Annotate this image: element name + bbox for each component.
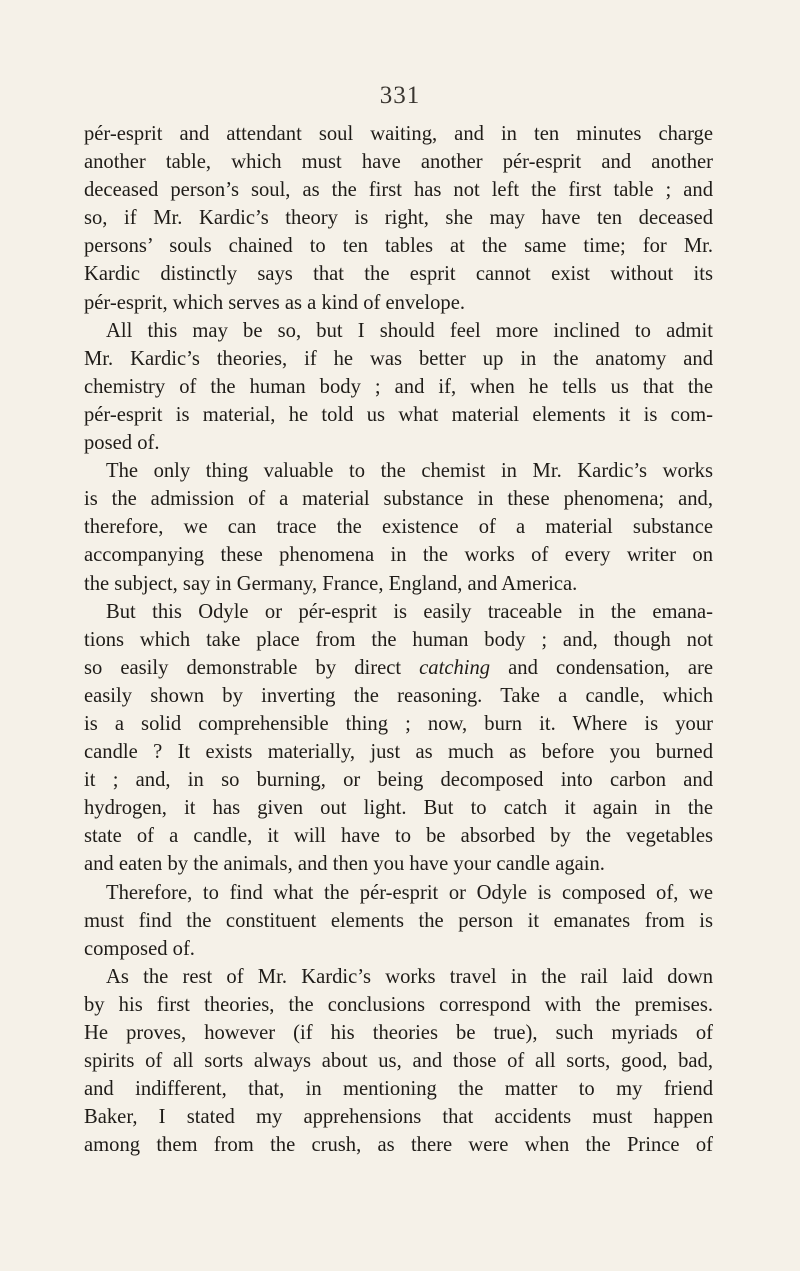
text-line: But this Odyle or pér-esprit is easily traceable in the emana- bbox=[106, 600, 713, 623]
text-line: accompanying these phenomena in the works of every writer on bbox=[84, 544, 713, 567]
text-line: As the rest of Mr. Kardic’s works travel in the rail laid down bbox=[106, 965, 713, 988]
text-line: persons’ souls chained to ten tables at the same time; for Mr. bbox=[84, 235, 713, 258]
text-line: so easily demonstrable by direct catching and condensation, are bbox=[84, 656, 713, 679]
text-line: spirits of all sorts always about us, and those of all sorts, good, bad, bbox=[84, 1050, 713, 1073]
text-line: posed of. bbox=[84, 432, 160, 455]
text-line: candle ? It exists materially, just as much as before you burned bbox=[84, 741, 713, 764]
body-text bbox=[84, 120, 713, 1159]
text-line: pér-esprit is material, he told us what material elements it is com- bbox=[84, 403, 713, 426]
text-line: so, if Mr. Kardic’s theory is right, she may have ten deceased bbox=[84, 207, 713, 230]
text-line: chemistry of the human body ; and if, when he tells us that the bbox=[84, 375, 713, 398]
text-line: is a solid comprehensible thing ; now, burn it. Where is your bbox=[84, 712, 713, 735]
text-line: Baker, I stated my apprehensions that accidents must happen bbox=[84, 1106, 713, 1129]
text-line: The only thing valuable to the chemist in Mr. Kardic’s works bbox=[106, 460, 713, 483]
text-line: and indifferent, that, in mentioning the matter to my friend bbox=[84, 1078, 713, 1101]
text-line: He proves, however (if his theories be true), such myriads of bbox=[84, 1022, 713, 1044]
text-line: by his first theories, the conclusions correspond with the premises. bbox=[84, 993, 713, 1016]
text-line: Therefore, to find what the pér-esprit or Odyle is composed of, we bbox=[106, 881, 713, 904]
text-line: composed of. bbox=[84, 937, 195, 960]
text-line: and eaten by the animals, and then you have your candle again. bbox=[84, 853, 605, 876]
text-line: is the admission of a material substance in these phenomena; and, bbox=[84, 488, 713, 511]
text-line: state of a candle, it will have to be absorbed by the vegetables bbox=[84, 825, 713, 848]
text-line: it ; and, in so burning, or being decomposed into carbon and bbox=[84, 769, 713, 792]
text-line: among them from the crush, as there were when the Prince of bbox=[84, 1134, 713, 1157]
text-line: Kardic distinctly says that the esprit cannot exist without its bbox=[84, 263, 713, 286]
text-line: tions which take place from the human body ; and, though not bbox=[84, 628, 713, 651]
text-line: Mr. Kardic’s theories, if he was better up in the anatomy and bbox=[84, 347, 713, 370]
text-line: easily shown by inverting the reasoning. Take a candle, which bbox=[84, 684, 713, 707]
text-line: pér-esprit and attendant soul waiting, and in ten minutes charge bbox=[84, 123, 713, 145]
text-line: therefore, we can trace the existence of a material substance bbox=[84, 516, 713, 539]
text-line: pér-esprit, which serves as a kind of envelope. bbox=[84, 291, 466, 314]
text-line: hydrogen, it has given out light. But to catch it again in the bbox=[84, 797, 713, 820]
text-line: All this may be so, but I should feel more inclined to admit bbox=[106, 319, 713, 342]
page-number: 331 bbox=[379, 82, 421, 109]
text-line: the subject, say in Germany, France, England, and America. bbox=[84, 572, 578, 595]
text-line: another table, which must have another pér-esprit and another bbox=[84, 151, 713, 174]
text-line: deceased person’s soul, as the first has not left the first table ; and bbox=[84, 179, 713, 202]
text-line: must find the constituent elements the person it emanates from is bbox=[84, 909, 713, 932]
